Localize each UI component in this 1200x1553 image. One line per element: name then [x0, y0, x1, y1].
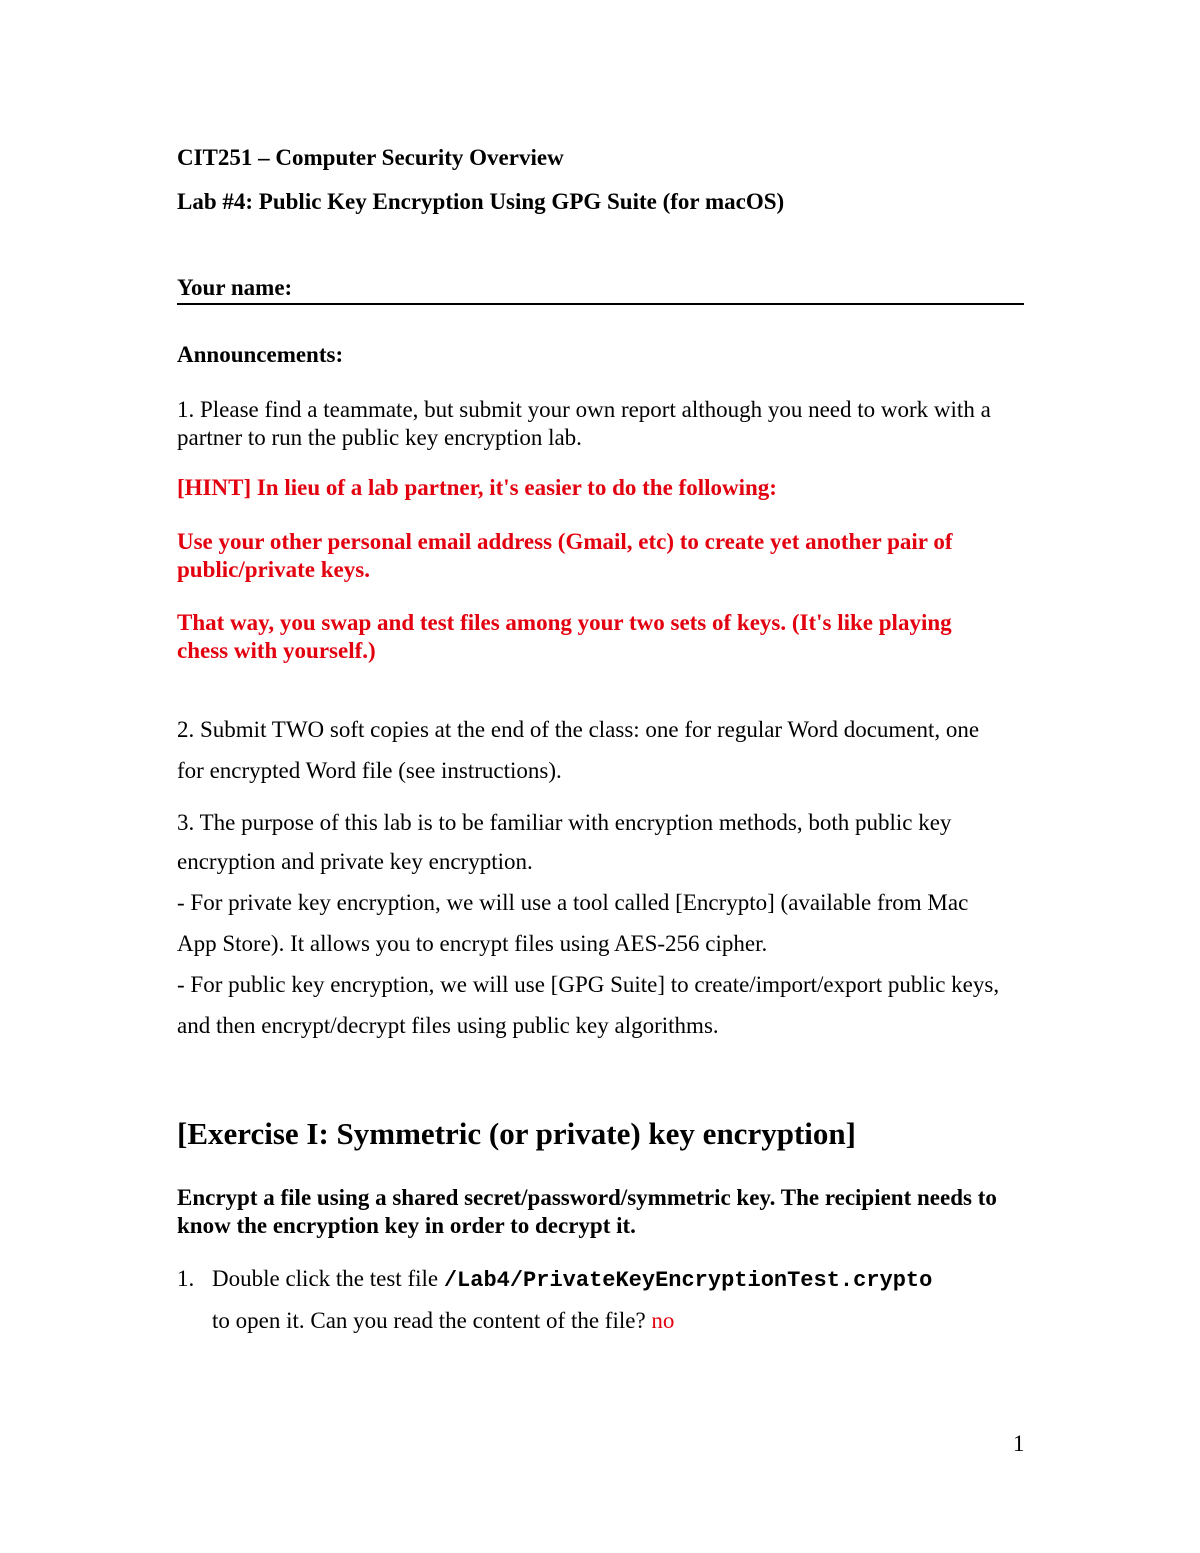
exercise-1-heading: [Exercise I: Symmetric (or private) key encryption] [177, 1116, 856, 1151]
announcement-2-line-1: 2. Submit TWO soft copies at the end of the class: one for regular Word document, one [177, 717, 980, 742]
exercise-1-intro-line-2: know the encryption key in order to decrypt it. [177, 1213, 636, 1238]
announcement-3-line-6: and then encrypt/decrypt files using public key algorithms. [177, 1013, 719, 1038]
lab-title: Lab #4: Public Key Encryption Using GPG Suite (for macOS) [177, 189, 785, 214]
step-1-answer: no [651, 1308, 675, 1333]
step-1-line-1 [212, 1265, 932, 1295]
hint-paragraph-2-line-1: That way, you swap and test files among your two sets of keys. (It's like playing [177, 610, 952, 635]
hint-paragraph-2-line-2: chess with yourself.) [177, 638, 376, 663]
name-underline[interactable] [177, 303, 1024, 305]
announcement-2-line-2: for encrypted Word file (see instructions). [177, 758, 562, 783]
page-number: 1 [1013, 1431, 1025, 1456]
announcement-1-line-2: partner to run the public key encryption lab. [177, 425, 582, 450]
step-1-number: 1. [177, 1266, 195, 1291]
name-label: Your name: [177, 275, 293, 300]
step-1-file-path: /Lab4/PrivateKeyEncryptionTest.crypto [443, 1268, 933, 1293]
announcements-heading: Announcements: [177, 342, 344, 367]
step-1-text: Double click the test file [212, 1266, 444, 1291]
announcement-3-line-3: - For private key encryption, we will use a tool called [Encrypto] (available from Mac [177, 890, 969, 915]
hint-paragraph-1-line-1: Use your other personal email address (Gmail, etc) to create yet another pair of [177, 529, 953, 554]
announcement-3-line-5: - For public key encryption, we will use [GPG Suite] to create/import/export public keys, [177, 972, 1000, 997]
hint-paragraph-1-line-2: public/private keys. [177, 557, 370, 582]
announcement-1-line-1: 1. Please find a teammate, but submit your own report although you need to work with a [177, 397, 991, 422]
hint-line: [HINT] In lieu of a lab partner, it's easier to do the following: [177, 475, 777, 500]
announcement-3-line-4: App Store). It allows you to encrypt files using AES-256 cipher. [177, 931, 768, 956]
step-1-question: to open it. Can you read the content of the file? [212, 1308, 652, 1333]
announcement-3-line-1: 3. The purpose of this lab is to be familiar with encryption methods, both public key [177, 810, 952, 835]
exercise-1-intro-line-1: Encrypt a file using a shared secret/password/symmetric key. The recipient needs to [177, 1185, 997, 1210]
course-title: CIT251 – Computer Security Overview [177, 145, 564, 170]
announcement-3-line-2: encryption and private key encryption. [177, 849, 533, 874]
step-1-line-2 [212, 1307, 674, 1335]
